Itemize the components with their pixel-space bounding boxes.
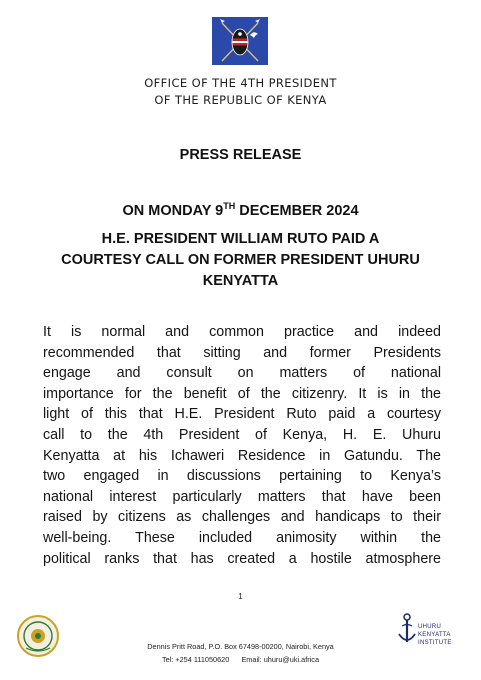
footer-address: Dennis Pritt Road, P.O. Box 67498-00200, Nairobi, Kenya bbox=[147, 642, 334, 651]
institute-name-line3: INSTITUTE bbox=[418, 640, 452, 646]
date-superscript: TH bbox=[223, 201, 236, 211]
body-line: well-being. These included animosity within the bbox=[43, 529, 441, 546]
footer-email: Email: uhuru@uki.africa bbox=[241, 655, 320, 664]
footer-tel: Tel: +254 111050620 bbox=[161, 655, 230, 664]
body-line: light of this that H.E. President Ruto paid a courtesy bbox=[43, 406, 441, 423]
release-date bbox=[0, 201, 481, 219]
kenya-coat-of-arms-icon bbox=[212, 17, 268, 65]
body-line: It is normal and common practice and indeed bbox=[43, 324, 441, 340]
document-title: PRESS RELEASE bbox=[179, 147, 302, 163]
footer-contacts bbox=[0, 655, 481, 664]
body-paragraph bbox=[43, 322, 441, 569]
body-line: importance for the benefit of the citizenry. It is in the bbox=[43, 385, 441, 402]
date-prefix: ON MONDAY 9 bbox=[122, 203, 224, 219]
date-suffix: DECEMBER 2024 bbox=[235, 203, 359, 219]
office-title-line2: OF THE REPUBLIC OF KENYA bbox=[154, 93, 327, 107]
page-number: 1 bbox=[238, 592, 243, 601]
body-line: political ranks that has created a hostile atmosphere bbox=[43, 550, 441, 567]
body-line: call to the 4th President of Kenya, H. E. Uhuru bbox=[43, 426, 441, 443]
headline: H.E. PRESIDENT WILLIAM RUTO PAID A COURTESY CALL ON FORMER PRESIDENT UHURU KENYATTA bbox=[61, 231, 420, 289]
body-line: raised by citizens as challenges and handicaps to their bbox=[43, 509, 441, 526]
uhuru-kenyatta-institute-logo-icon bbox=[394, 612, 420, 646]
office-title-line1: OFFICE OF THE 4TH PRESIDENT bbox=[144, 76, 337, 90]
body-line: recommended that sitting and former Presidents bbox=[43, 344, 441, 361]
body-line: two engaged in discussions pertaining to Kenya’s bbox=[43, 468, 441, 485]
institute-name-line1: UHURU bbox=[418, 624, 442, 630]
body-line: national interest particularly matters that have been bbox=[43, 488, 441, 505]
east-african-community-seal-icon bbox=[16, 614, 60, 658]
institute-name-line2: KENYATTA bbox=[418, 632, 451, 638]
body-line: Kenyatta at his Ichaweri Residence in Gatundu. The bbox=[43, 447, 441, 464]
body-line: engage and consult on matters of national bbox=[43, 365, 441, 382]
